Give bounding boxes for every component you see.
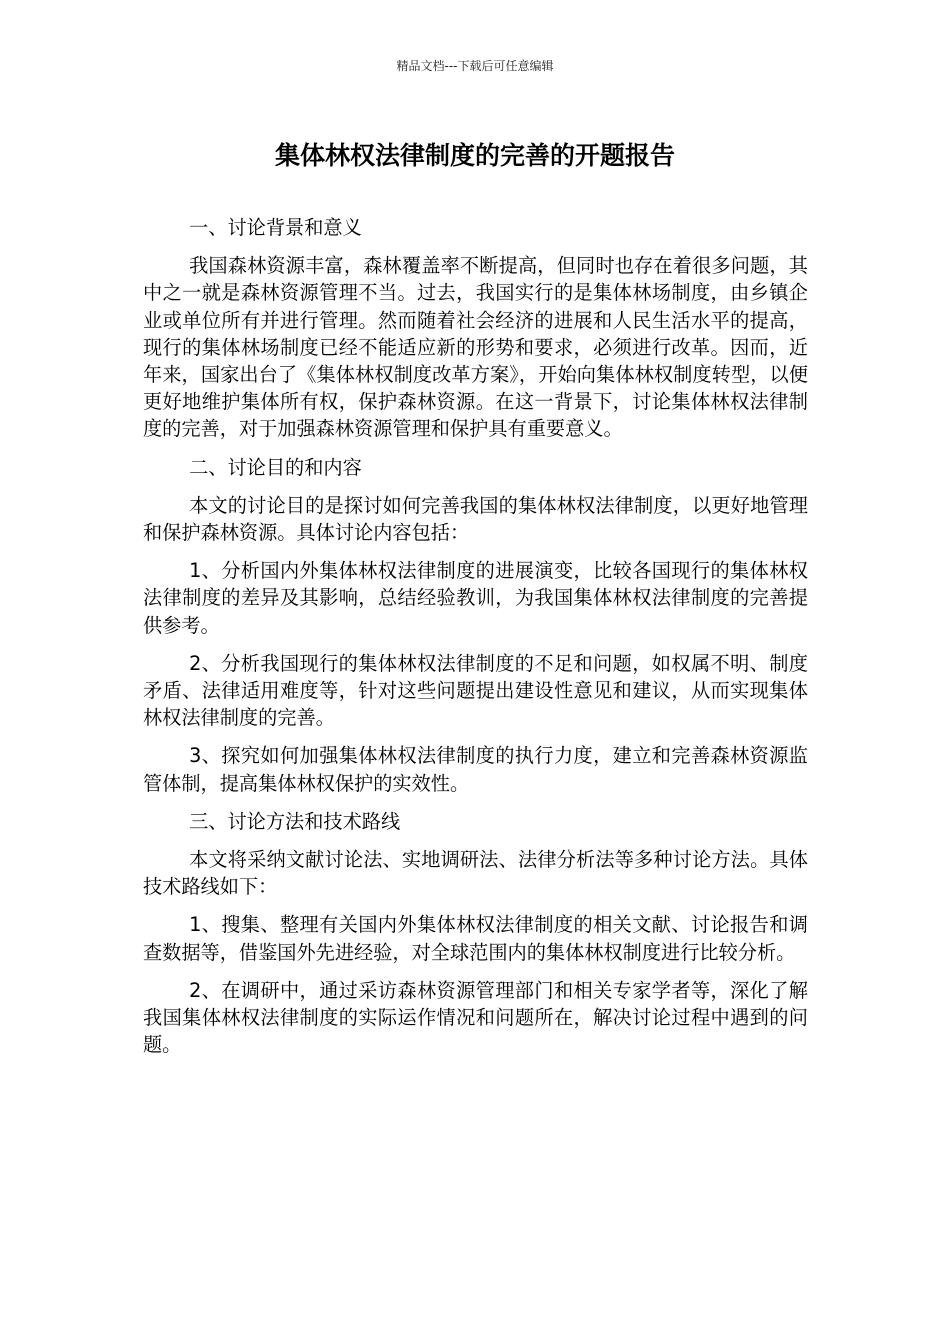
list-item-paragraph: 1、搜集、整理有关国内外集体林权法律制度的相关文献、讨论报告和调查数据等，借鉴国外先进经验，对全球范围内的集体林权制度进行比较分析。 [143, 913, 808, 964]
list-item-paragraph: 2、在调研中，通过采访森林资源管理部门和相关专家学者等，深化了解我国集体林权法律制度的实际运作情况和问题所在，解决讨论过程中遇到的问题。 [143, 978, 808, 1057]
document-body [143, 214, 808, 1069]
section-heading: 一、讨论背景和意义 [189, 216, 362, 239]
document-title: 集体林权法律制度的完善的开题报告 [274, 141, 675, 170]
section-heading: 三、讨论方法和技术路线 [189, 809, 401, 833]
list-item-paragraph: 2、分析我国现行的集体林权法律制度的不足和问题，如权属不明、制度矛盾、法律适用难度等，针对这些问题提出建设性意见和建议，从而实现集体林权法律制度的完善。 [143, 651, 808, 730]
section-heading: 二、讨论目的和内容 [189, 455, 362, 479]
paragraph: 本文将采纳文献讨论法、实地调研法、法律分析法等多种讨论方法。具体技术路线如下： [143, 848, 808, 899]
paragraph: 我国森林资源丰富，森林覆盖率不断提高，但同时也存在着很多问题，其中之一就是森林资源管理不当。过去，我国实行的是集体林场制度，由乡镇企业或单位所有并进行管理。然而随着社会经济的进展和人民生活水平的提高，现行的集体林场制度已经不能适应新的形势和要求，必须进行改革。因而，近年来，国家出台了《集体林权制度改革方案》，开始向集体林权制度转型，以便更好地维护集体所有权，保护森林资源。在这一背景下，讨论集体林权法律制度的完善，对于加强森林资源管理和保护具有重要意义。 [143, 254, 808, 441]
list-item-paragraph: 3、探究如何加强集体林权法律制度的执行力度，建立和完善森林资源监管体制，提高集体林权保护的实效性。 [143, 744, 808, 795]
paragraph: 本文的讨论目的是探讨如何完善我国的集体林权法律制度，以更好地管理和保护森林资源。具体讨论内容包括： [143, 493, 808, 545]
list-item-paragraph: 1、分析国内外集体林权法律制度的进展演变，比较各国现行的集体林权法律制度的差异及其影响，总结经验教训，为我国集体林权法律制度的完善提供参考。 [143, 559, 808, 637]
header-note: 精品文档---下载后可任意编辑 [396, 59, 554, 73]
